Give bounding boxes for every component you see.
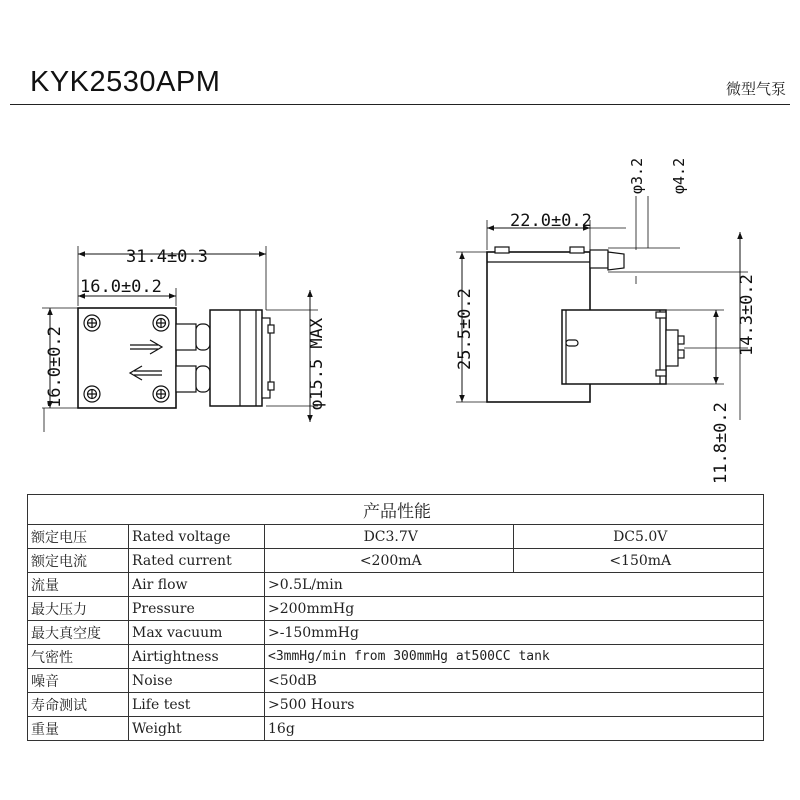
- dim-front-body-width: 16.0±0.2: [80, 277, 162, 297]
- table-row: [28, 597, 764, 621]
- spec-value: >500 Hours: [265, 693, 764, 717]
- spec-value: <50dB: [265, 669, 764, 693]
- table-row: [28, 573, 764, 597]
- spec-value: 16g: [265, 717, 764, 741]
- spec-label-zh: 最大真空度: [28, 621, 129, 645]
- table-row: [28, 645, 764, 669]
- side-view: [456, 196, 748, 420]
- dim-side-d2: φ4.2: [670, 157, 688, 194]
- spec-label-en: Air flow: [129, 573, 265, 597]
- spec-value-dc37: DC3.7V: [265, 525, 514, 549]
- dim-front-height: 16.0±0.2: [45, 326, 65, 408]
- table-row: [28, 669, 764, 693]
- dim-side-d1: φ3.2: [628, 157, 646, 194]
- spec-value-dc50: DC5.0V: [514, 525, 764, 549]
- spec-title: 产品性能: [28, 495, 764, 525]
- dim-side-offset: 11.8±0.2: [711, 402, 731, 484]
- spec-label-en: Noise: [129, 669, 265, 693]
- spec-label-zh: 流量: [28, 573, 129, 597]
- spec-label-en: Pressure: [129, 597, 265, 621]
- spec-label-en: Weight: [129, 717, 265, 741]
- spec-label-en: Max vacuum: [129, 621, 265, 645]
- spec-label-en: Life test: [129, 693, 265, 717]
- spec-label-en: Rated voltage: [129, 525, 265, 549]
- spec-value: <3mmHg/min from 300mmHg at500CC tank: [265, 645, 764, 669]
- spec-value-dc50: <150mA: [514, 549, 764, 573]
- dim-side-motor-height: 14.3±0.2: [737, 274, 757, 356]
- model-title: KYK2530APM: [30, 66, 221, 98]
- category-label: 微型气泵: [725, 80, 786, 98]
- spec-label-en: Airtightness: [129, 645, 265, 669]
- table-row: [28, 621, 764, 645]
- dim-front-diameter: φ15.5 MAX: [307, 317, 327, 410]
- spec-label-zh: 重量: [28, 717, 129, 741]
- spec-value: >0.5L/min: [265, 573, 764, 597]
- table-row: [28, 525, 764, 549]
- spec-value: >200mmHg: [265, 597, 764, 621]
- dim-side-height: 25.5±0.2: [455, 288, 475, 370]
- spec-label-zh: 额定电流: [28, 549, 129, 573]
- spec-label-zh: 寿命测试: [28, 693, 129, 717]
- spec-label-zh: 额定电压: [28, 525, 129, 549]
- front-view: [42, 246, 318, 432]
- spec-label-zh: 气密性: [28, 645, 129, 669]
- spec-label-en: Rated current: [129, 549, 265, 573]
- dim-side-body-width: 22.0±0.2: [510, 211, 592, 231]
- table-row: [28, 549, 764, 573]
- spec-table: [27, 494, 764, 741]
- table-row: [28, 717, 764, 741]
- spec-header-row: [28, 495, 764, 525]
- dim-front-width: 31.4±0.3: [126, 247, 208, 267]
- spec-label-zh: 最大压力: [28, 597, 129, 621]
- spec-value-dc37: <200mA: [265, 549, 514, 573]
- spec-label-zh: 噪音: [28, 669, 129, 693]
- spec-value: >-150mmHg: [265, 621, 764, 645]
- table-row: [28, 693, 764, 717]
